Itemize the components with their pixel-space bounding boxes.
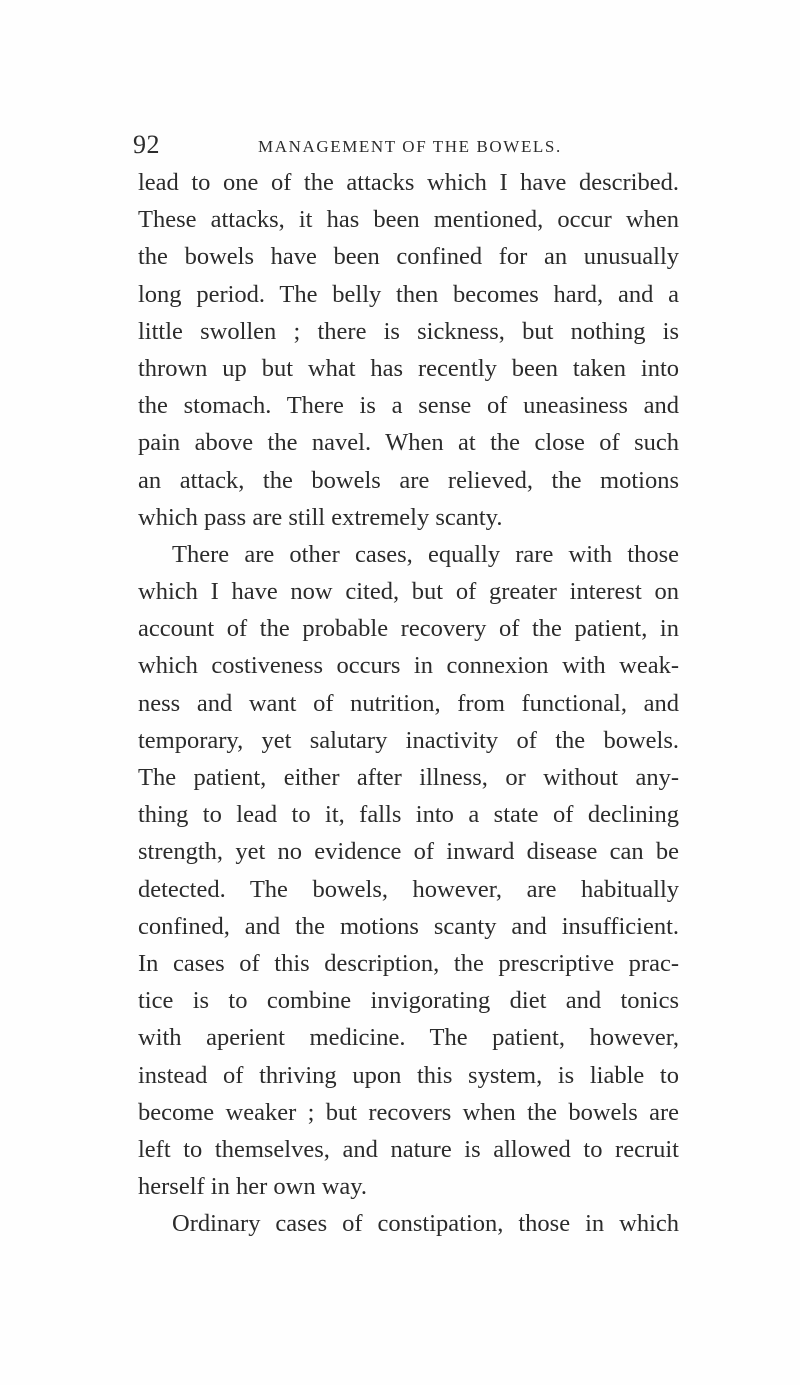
text-line: thing to lead to it, falls into a state of declining xyxy=(138,801,679,829)
text-line: The patient, either after illness, or without any- xyxy=(138,764,679,791)
text-line: which costiveness occurs in connexion with weak- xyxy=(138,652,679,680)
text-line: In cases of this description, the prescriptive prac- xyxy=(138,949,679,977)
text-line: lead to one of the attacks which I have described. xyxy=(138,169,679,196)
text-line: an attack, the bowels are relieved, the motions xyxy=(138,466,679,494)
text-line: pain above the navel. When at the close of such xyxy=(138,429,679,457)
text-line: detected. The bowels, however, are habitually xyxy=(138,875,679,903)
text-line: the stomach. There is a sense of uneasiness and xyxy=(138,392,679,420)
text-line: temporary, yet salutary inactivity of the bowels. xyxy=(138,726,679,754)
text-line: instead of thriving upon this system, is liable to xyxy=(138,1061,679,1089)
text-line: become weaker ; but recovers when the bowels are xyxy=(138,1098,679,1126)
text-line: little swollen ; there is sickness, but nothing is xyxy=(138,317,679,345)
running-head xyxy=(133,132,679,168)
text-line: These attacks, it has been mentioned, occur when xyxy=(138,206,679,234)
text-line: confined, and the motions scanty and insufficient. xyxy=(138,912,679,940)
paragraph-start-line: Ordinary cases of constipation, those in which xyxy=(172,1210,679,1238)
text-line: long period. The belly then becomes hard, and a xyxy=(138,280,679,308)
text-line: strength, yet no evidence of inward disease can be xyxy=(138,838,679,866)
text-line: the bowels have been confined for an unusually xyxy=(138,243,679,271)
text-line: ness and want of nutrition, from functional, and xyxy=(138,689,679,717)
paragraph-end-line: which pass are still extremely scanty. xyxy=(138,503,503,531)
page-number: 92 xyxy=(133,130,160,159)
paragraph-end-line: herself in her own way. xyxy=(138,1173,368,1201)
running-title: MANAGEMENT OF THE BOWELS. xyxy=(258,137,562,156)
text-line: thrown up but what has recently been taken into xyxy=(138,354,679,382)
text-line: which I have now cited, but of greater interest on xyxy=(138,578,679,606)
text-line: left to themselves, and nature is allowed to recruit xyxy=(138,1135,679,1163)
text-line: account of the probable recovery of the patient, in xyxy=(138,615,679,643)
paragraph-start-line: There are other cases, equally rare with those xyxy=(172,540,679,568)
body-text xyxy=(138,164,679,1242)
text-line: tice is to combine invigorating diet and tonics xyxy=(138,987,679,1015)
text-line: with aperient medicine. The patient, however, xyxy=(138,1024,679,1052)
